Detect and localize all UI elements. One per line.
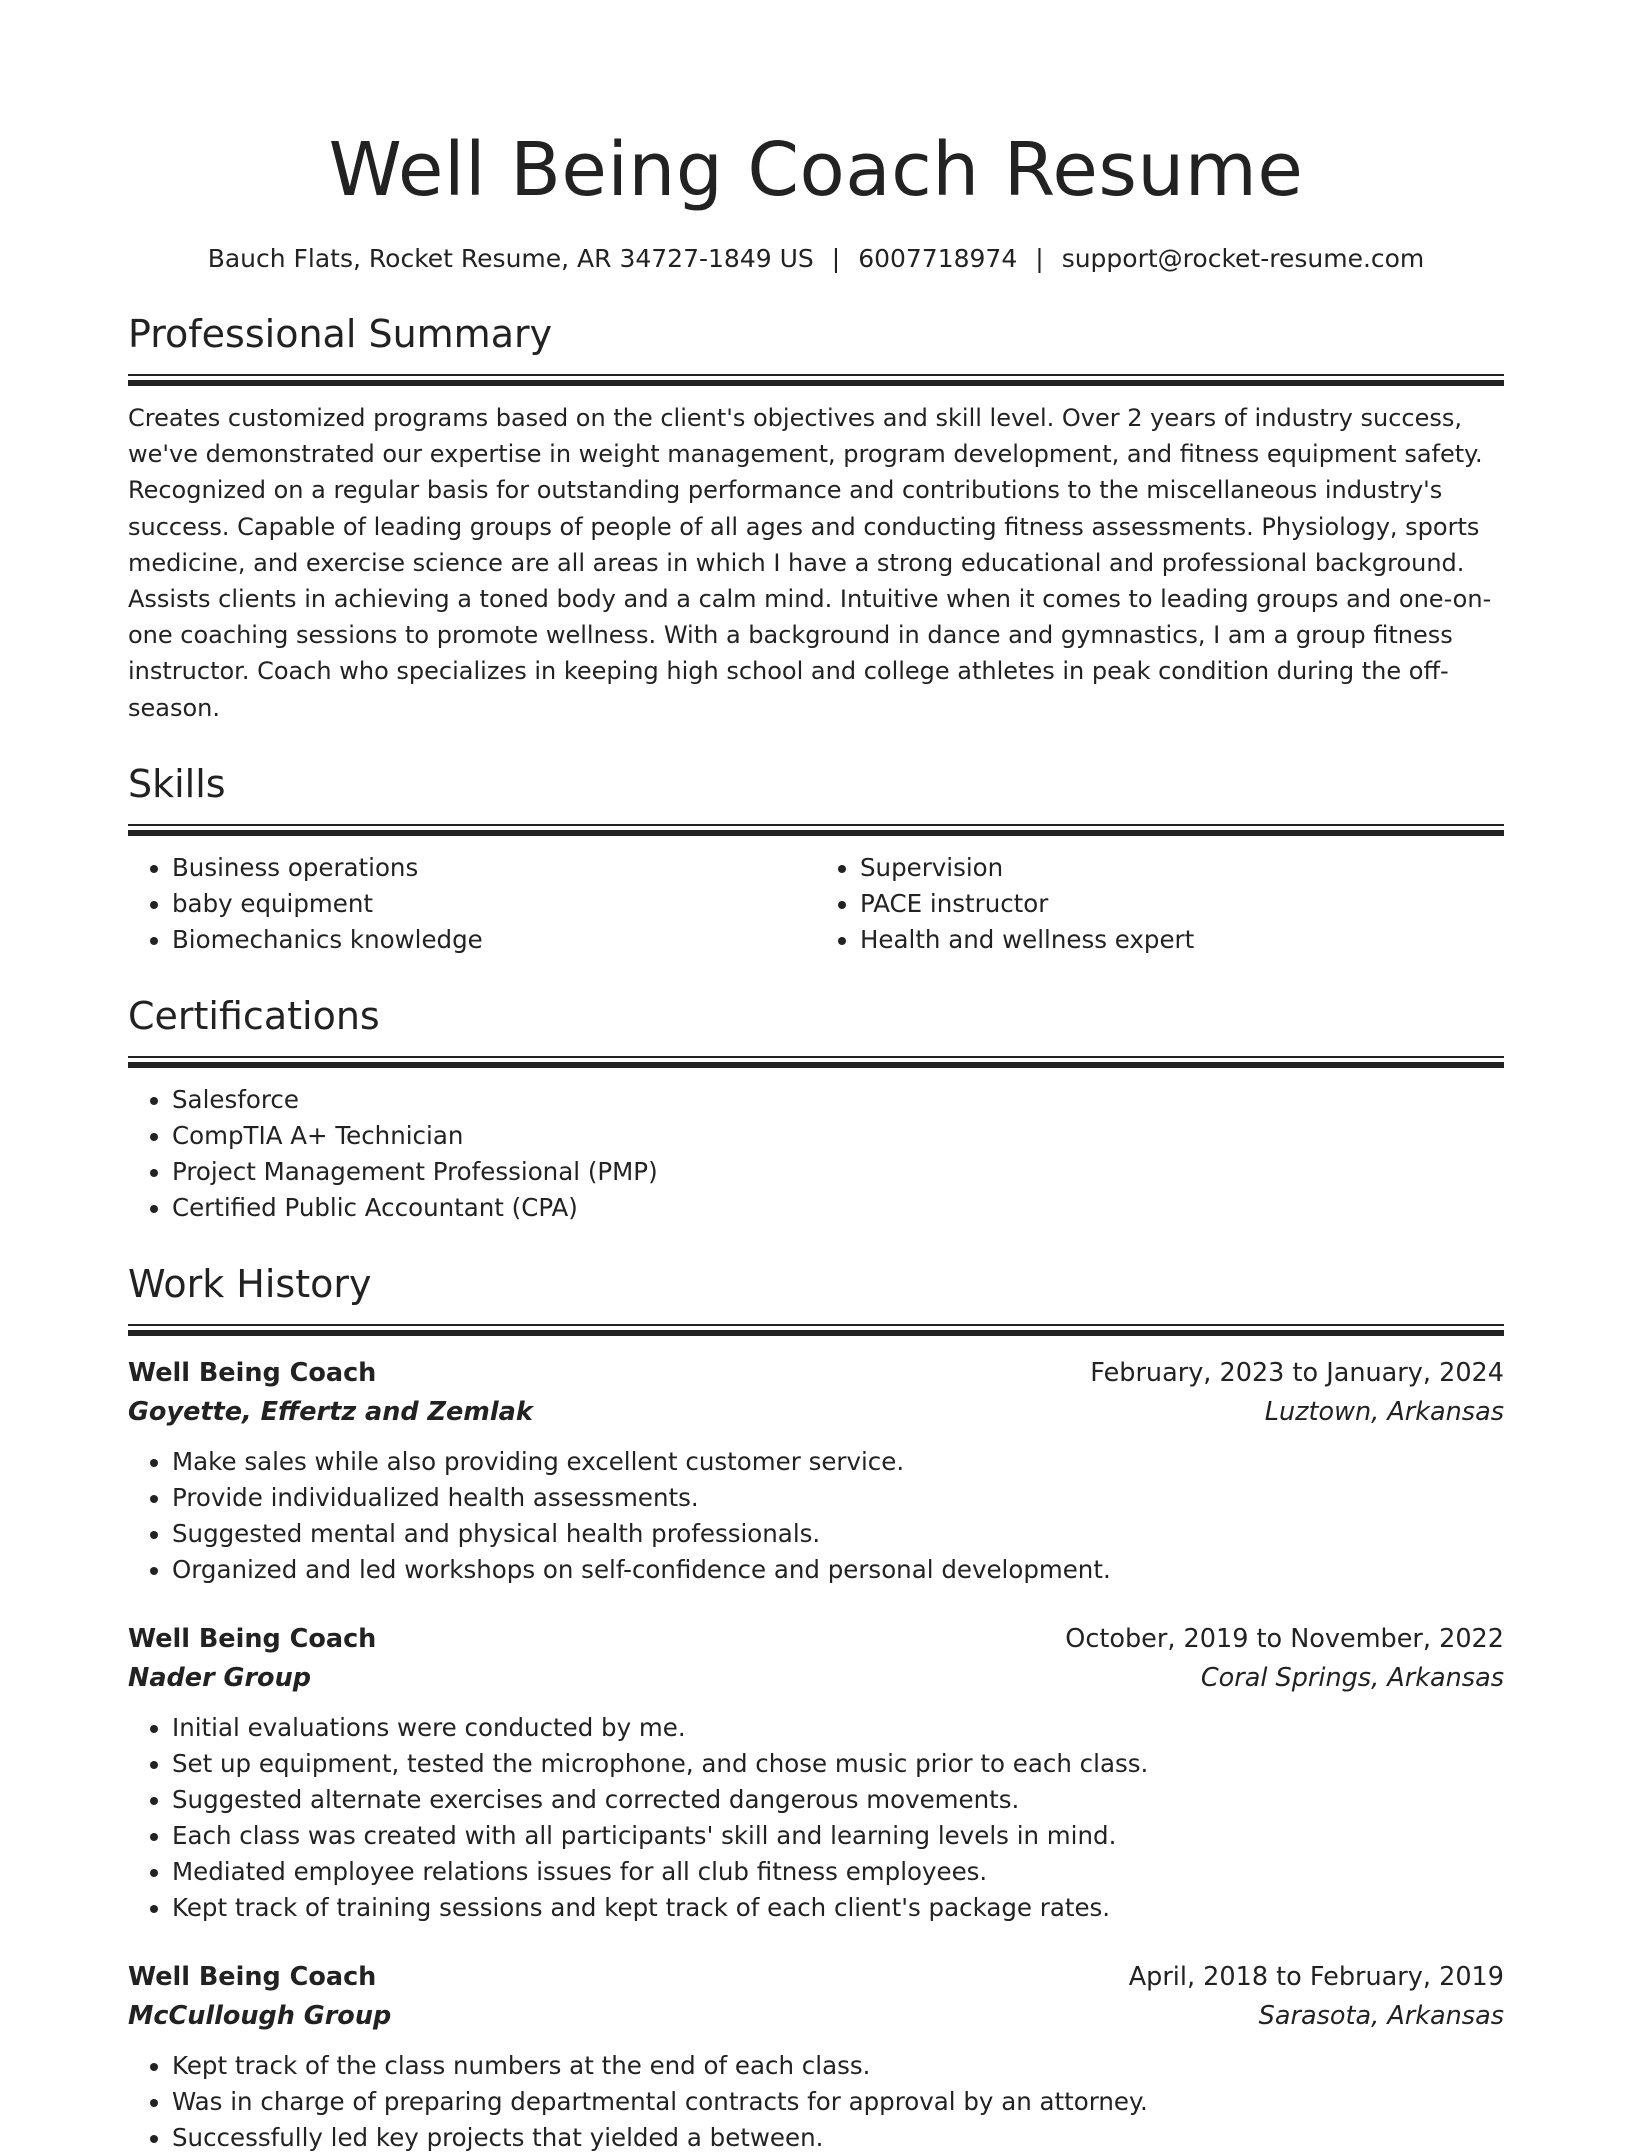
skill-item: • Biomechanics knowledge [172,922,816,958]
skills-grid [128,836,1504,958]
job-bullet: • Provide individualized health assessments. [172,1480,1504,1516]
job-bullet: • Make sales while also providing excellent customer service. [172,1444,1504,1480]
work-history-heading: Work History [128,1261,372,1306]
job-bullets [128,1710,1504,1926]
section-divider [128,374,1504,386]
contact-email: support@rocket-resume.com [1061,244,1425,273]
certifications-heading: Certifications [128,993,380,1038]
summary-section [128,310,1504,726]
section-divider [128,1324,1504,1336]
skill-item: • PACE instructor [860,886,1504,922]
job-location: Luztown, Arkansas [1264,1396,1504,1427]
job-bullet: • Mediated employee relations issues for all club fitness employees. [172,1854,1504,1890]
job-location: Sarasota, Arkansas [1258,2000,1504,2031]
job-bullet: • Was in charge of preparing departmental contracts for approval by an attorney. [172,2084,1504,2120]
certifications-list [128,1082,1504,1226]
job-bullet: • Each class was created with all participants' skill and learning levels in mind. [172,1818,1504,1854]
certification-item: • CompTIA A+ Technician [172,1118,1504,1154]
work-history-section [128,1260,1504,2156]
skill-item: • baby equipment [172,886,816,922]
job-bullet: • Initial evaluations were conducted by me. [172,1710,1504,1746]
certification-item: • Salesforce [172,1082,1504,1118]
contact-separator: | [1035,244,1044,273]
section-divider [128,1056,1504,1068]
summary-heading: Professional Summary [128,312,553,356]
job-title: Well Being Coach [128,1961,377,1992]
job-title: Well Being Coach [128,1623,377,1654]
resume-title: Well Being Coach Resume [328,127,1304,213]
skills-list-left [128,850,816,958]
job-bullet: • Kept track of the class numbers at the end of each class. [172,2048,1504,2084]
job-company: Nader Group [128,1662,311,1693]
job-bullet: • Set up equipment, tested the microphone, and chose music prior to each class. [172,1746,1504,1782]
section-divider [128,824,1504,836]
certification-item: • Certified Public Accountant (CPA) [172,1190,1504,1226]
contact-separator: | [831,244,841,273]
job-bullets [128,2048,1504,2156]
job-company: McCullough Group [128,2000,392,2031]
job-company: Goyette, Effertz and Zemlak [128,1396,533,1427]
job-bullet: • Organized and led workshops on self-confidence and personal development. [172,1552,1504,1588]
skill-item: • Business operations [172,850,816,886]
certifications-section [128,992,1504,1226]
contact-address: Bauch Flats, Rocket Resume, AR 34727-1849 US [207,244,814,273]
job-bullet: • Successfully led key projects that yielded a between. [172,2120,1504,2156]
skill-item: • Supervision [860,850,1504,886]
job-title: Well Being Coach [128,1357,377,1388]
job-dates: April, 2018 to February, 2019 [1128,1961,1504,1992]
job-entry [128,1354,1504,1588]
job-dates: October, 2019 to November, 2022 [1065,1623,1504,1654]
contact-phone: 6007718974 [858,244,1018,273]
skills-section [128,760,1504,958]
job-dates: February, 2023 to January, 2024 [1090,1357,1504,1388]
job-bullet: • Suggested mental and physical health professionals. [172,1516,1504,1552]
job-bullets [128,1444,1504,1588]
skills-list-right [816,850,1504,958]
summary-text: Creates customized programs based on the client's objectives and skill level. Over 2 years of industry success, we've demonstrated our expertise in weight management, program development, and fitness equipment safety. Recognized on a regular basis for outstanding performance and contributions to the miscellaneous industry's success. Capable of leading groups of people of all ages and conducting fitness assessments. Physiology, sports medicine, and exercise science are all areas in which I have a strong educational and professional background. Assists clients in achieving a toned body and a calm mind. Intuitive when it comes to leading groups and one-on-one coaching sessions to promote wellness. With a background in dance and gymnastics, I am a group fitness instructor. Coach who specializes in keeping high school and college athletes in peak condition during the off-season. [128,404,1492,722]
job-bullet: • Suggested alternate exercises and corrected dangerous movements. [172,1782,1504,1818]
job-bullet: • Kept track of training sessions and kept track of each client's package rates. [172,1890,1504,1926]
job-location: Coral Springs, Arkansas [1200,1662,1504,1693]
job-entry [128,1620,1504,1926]
job-entry [128,1958,1504,2156]
certification-item: • Project Management Professional (PMP) [172,1154,1504,1190]
skill-item: • Health and wellness expert [860,922,1504,958]
skills-heading: Skills [128,761,226,806]
contact-line [128,242,1504,276]
